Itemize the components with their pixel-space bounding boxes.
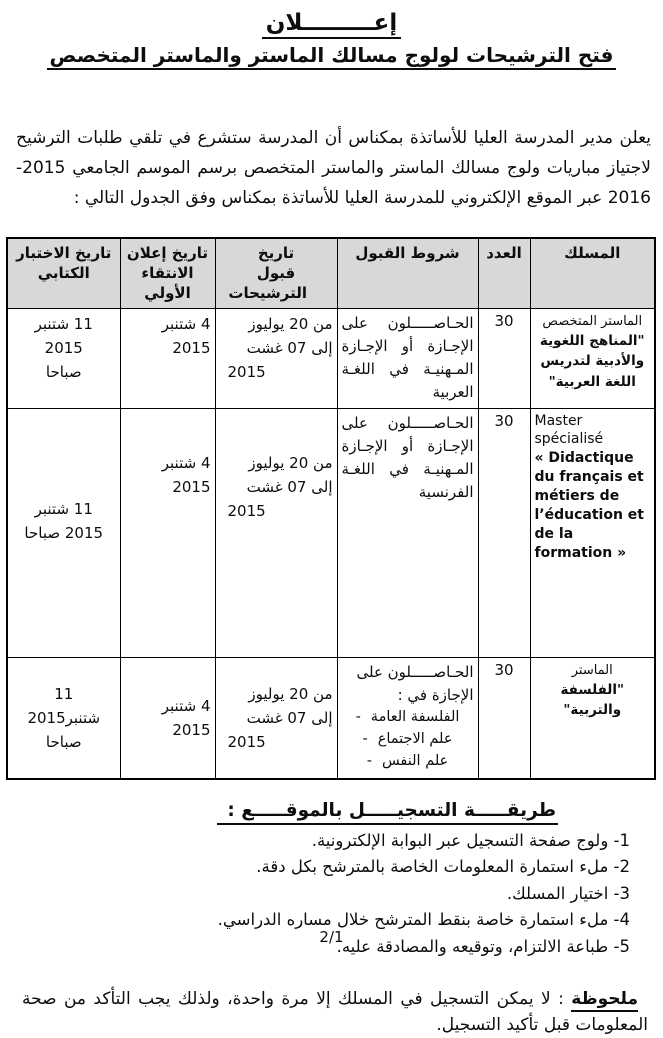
- note-paragraph: [22, 986, 648, 1038]
- application-period-cell: من 20 يوليوز إلى 07 غشت 2015: [215, 657, 337, 779]
- dash-bullet: -: [355, 709, 361, 726]
- header-track: المسلك: [530, 238, 655, 309]
- page-title: [0, 10, 663, 38]
- title-block: [0, 0, 663, 67]
- track-type: الماستر المتخصص: [542, 313, 643, 329]
- track-name: "الفلسفة والتربية": [560, 682, 625, 719]
- header-exam-date: تاريخ الاختبار الكتابي: [7, 238, 120, 309]
- registration-step: 1- ولوج صفحة التسجيل عبر البوابة الإلكترونية.: [311, 830, 630, 850]
- preselection-date-cell: 4 شتنبر 2015: [120, 657, 215, 779]
- exam-date-cell: 11 شتنبر 2015 صباحا: [7, 308, 120, 408]
- exam-date-cell: 11 شتنبر2015 صباحا: [7, 657, 120, 779]
- application-period-cell: من 20 يوليوز إلى 07 غشت 2015: [215, 308, 337, 408]
- condition-list-item: - علم الاجتماع: [342, 729, 474, 751]
- page-title-text: إعـــــــــلان: [262, 10, 401, 39]
- seats-cell: 30: [478, 308, 530, 408]
- page-subtitle-text: فتح الترشيحات لولوج مسالك الماستر والماستر المتخصص: [47, 43, 615, 70]
- dash-bullet: -: [366, 752, 372, 769]
- track-cell: [530, 657, 655, 779]
- registration-step: 4- ملء استمارة خاصة بنقط المترشح خلال مساره الدراسي.: [217, 910, 630, 930]
- preselection-date-cell: 4 شتنبر 2015: [120, 308, 215, 408]
- preselection-date-cell: 4 شتنبر 2015: [120, 408, 215, 657]
- registration-step: 3- اختيار المسلك.: [506, 883, 630, 903]
- table-row: [7, 308, 655, 408]
- application-period-cell: من 20 يوليوز إلى 07 غشت 2015: [215, 408, 337, 657]
- note-separator: :: [550, 989, 572, 1010]
- table-row: [7, 657, 655, 779]
- registration-step: 5- طباعة الالتزام، وتوقيعه والمصادقة عليه.: [336, 936, 630, 956]
- track-cell: [530, 408, 655, 657]
- track-name: "المناهج اللغوية والأدبية لتدريس اللغة العربية": [539, 333, 645, 390]
- track-type: Master spécialisé: [534, 412, 604, 448]
- track-name: « Didactique du français et métiers de l’éducation et de la formation »: [534, 450, 644, 561]
- header-seats: العدد: [478, 238, 530, 309]
- header-conditions: شروط القبول: [337, 238, 478, 309]
- registration-section-title: طريقـــــة التسجيـــــل بالموقـــــع :: [0, 800, 558, 821]
- condition-list-item: - علم النفس: [342, 751, 474, 773]
- table-row: [7, 408, 655, 657]
- exam-date-cell: 11 شتنبر 2015 صباحا: [7, 408, 120, 657]
- page-subtitle: [0, 43, 663, 67]
- header-application-date: تاريخ قبول الترشيحات: [215, 238, 337, 309]
- page-number: 2/1: [319, 928, 344, 946]
- conditions-cell: الحـاصـــــلون على الإجـازة أو الإجـازة المـهنيـة في اللغـة الفرنسية: [337, 408, 478, 657]
- track-cell: [530, 308, 655, 408]
- dash-bullet: -: [362, 730, 368, 747]
- seats-cell: 30: [478, 408, 530, 657]
- seats-cell: 30: [478, 657, 530, 779]
- track-type: الماستر: [571, 662, 613, 678]
- conditions-cell: الحـاصـــــلون على الإجـازة أو الإجـازة المـهنيـة في اللغـة العربية: [337, 308, 478, 408]
- header-preselection-date: تاريخ إعلان الانتقاء الأولي: [120, 238, 215, 309]
- registration-step: 2- ملء استمارة المعلومات الخاصة بالمترشح بكل دقة.: [256, 857, 630, 877]
- condition-list-item: - الفلسفة العامة: [342, 707, 474, 729]
- conditions-cell: الحـاصـــــلون على الإجازة في : - الفلسفة العامة - علم الاجتماع - علم النفس: [337, 657, 478, 779]
- table-header-row: [7, 238, 655, 309]
- note-text: لا يمكن التسجيل في المسلك إلا مرة واحدة، ولذلك يجب التأكد من صحة المعلومات قبل تأكيد التسجيل.: [22, 989, 648, 1036]
- note-label: ملحوظة: [571, 989, 638, 1012]
- schedule-table: [6, 237, 656, 780]
- intro-paragraph: يعلن مدير المدرسة العليا للأساتذة بمكناس أن المدرسة ستشرع في تلقي طلبات الترشيح لاجتياز مباريات ولوج مسالك الماستر والماستر المتخصص برسم الموسم الجامعي 2015-2016 عبر الموقع الإلكتروني للمدرسة العليا للأساتذة بمكناس وفق الجدول التالي :: [16, 127, 651, 208]
